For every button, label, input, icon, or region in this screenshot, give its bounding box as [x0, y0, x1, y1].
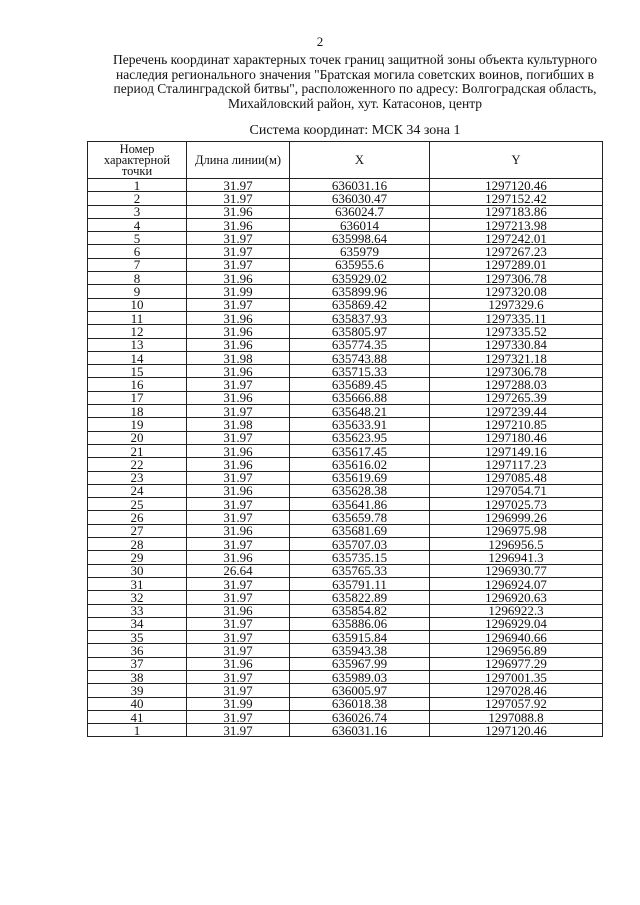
cell-line-length: 31.96 [187, 444, 290, 457]
cell-y: 1297306.78 [430, 272, 603, 285]
cell-line-length: 31.97 [187, 298, 290, 311]
table-row [88, 218, 603, 231]
table-row [88, 591, 603, 604]
table-row [88, 604, 603, 617]
cell-y: 1296930.77 [430, 564, 603, 577]
cell-x: 635616.02 [290, 458, 430, 471]
cell-line-length: 31.97 [187, 258, 290, 271]
cell-y: 1297025.73 [430, 498, 603, 511]
table-row [88, 511, 603, 524]
cell-line-length: 31.97 [187, 577, 290, 590]
cell-y: 1297152.42 [430, 192, 603, 205]
cell-y: 1296924.07 [430, 577, 603, 590]
cell-y: 1297088.8 [430, 710, 603, 723]
cell-x: 635617.45 [290, 444, 430, 457]
table-row [88, 471, 603, 484]
cell-x: 635967.99 [290, 657, 430, 670]
cell-y: 1297329.6 [430, 298, 603, 311]
cell-point-number: 25 [88, 498, 187, 511]
cell-point-number: 9 [88, 285, 187, 298]
cell-line-length: 31.96 [187, 484, 290, 497]
cell-point-number: 38 [88, 670, 187, 683]
table-row [88, 365, 603, 378]
cell-y: 1297267.23 [430, 245, 603, 258]
cell-line-length: 31.99 [187, 697, 290, 710]
table-row [88, 285, 603, 298]
cell-x: 635837.93 [290, 311, 430, 324]
cell-x: 635659.78 [290, 511, 430, 524]
cell-line-length: 31.97 [187, 245, 290, 258]
cell-y: 1297306.78 [430, 365, 603, 378]
cell-line-length: 31.96 [187, 272, 290, 285]
cell-x: 635854.82 [290, 604, 430, 617]
cell-x: 635822.89 [290, 591, 430, 604]
cell-line-length: 31.96 [187, 524, 290, 537]
table-row [88, 498, 603, 511]
cell-line-length: 31.97 [187, 684, 290, 697]
cell-line-length: 31.97 [187, 710, 290, 723]
cell-y: 1296999.26 [430, 511, 603, 524]
cell-x: 635989.03 [290, 670, 430, 683]
cell-line-length: 31.96 [187, 218, 290, 231]
cell-point-number: 1 [88, 724, 187, 737]
cell-y: 1297180.46 [430, 431, 603, 444]
cell-point-number: 7 [88, 258, 187, 271]
cell-point-number: 12 [88, 325, 187, 338]
table-row [88, 431, 603, 444]
cell-y: 1297120.46 [430, 724, 603, 737]
cell-x: 635791.11 [290, 577, 430, 590]
cell-y: 1297320.08 [430, 285, 603, 298]
cell-y: 1297265.39 [430, 391, 603, 404]
cell-y: 1297335.52 [430, 325, 603, 338]
cell-point-number: 37 [88, 657, 187, 670]
cell-line-length: 31.96 [187, 391, 290, 404]
cell-point-number: 21 [88, 444, 187, 457]
cell-line-length: 31.99 [187, 285, 290, 298]
header-point-number: Номер характерной точки [88, 142, 187, 179]
table-row [88, 657, 603, 670]
cell-point-number: 35 [88, 631, 187, 644]
table-row [88, 458, 603, 471]
cell-x: 635628.38 [290, 484, 430, 497]
document-heading: Перечень координат характерных точек границ защитной зоны объекта культурного наследия регионального значения "Братская могила советских воинов, погибших в период Сталинградской битвы", расположенного по адресу: Волгоградская область, Михайловский район, хут. Катасонов, центр [113, 52, 597, 111]
cell-point-number: 3 [88, 205, 187, 218]
cell-point-number: 13 [88, 338, 187, 351]
cell-point-number: 22 [88, 458, 187, 471]
cell-x: 636030.47 [290, 192, 430, 205]
table-row [88, 272, 603, 285]
cell-point-number: 17 [88, 391, 187, 404]
cell-y: 1297288.03 [430, 378, 603, 391]
cell-x: 635869.42 [290, 298, 430, 311]
cell-line-length: 31.96 [187, 458, 290, 471]
table-row [88, 258, 603, 271]
header-y: Y [430, 142, 603, 179]
table-row [88, 697, 603, 710]
table-row [88, 311, 603, 324]
cell-line-length: 31.97 [187, 644, 290, 657]
cell-point-number: 41 [88, 710, 187, 723]
cell-y: 1297057.92 [430, 697, 603, 710]
cell-point-number: 8 [88, 272, 187, 285]
cell-point-number: 19 [88, 418, 187, 431]
table-row [88, 378, 603, 391]
table-row [88, 391, 603, 404]
cell-y: 1296977.29 [430, 657, 603, 670]
cell-x: 635707.03 [290, 538, 430, 551]
cell-x: 635743.88 [290, 351, 430, 364]
cell-x: 635899.96 [290, 285, 430, 298]
cell-y: 1297330.84 [430, 338, 603, 351]
cell-x: 635886.06 [290, 617, 430, 630]
table-row [88, 631, 603, 644]
cell-point-number: 11 [88, 311, 187, 324]
cell-y: 1297149.16 [430, 444, 603, 457]
cell-y: 1297028.46 [430, 684, 603, 697]
cell-point-number: 32 [88, 591, 187, 604]
table-row [88, 351, 603, 364]
cell-y: 1296922.3 [430, 604, 603, 617]
table-row [88, 577, 603, 590]
cell-y: 1297242.01 [430, 232, 603, 245]
cell-x: 636014 [290, 218, 430, 231]
table-row [88, 418, 603, 431]
cell-y: 1297289.01 [430, 258, 603, 271]
table-row [88, 644, 603, 657]
cell-point-number: 10 [88, 298, 187, 311]
cell-y: 1296929.04 [430, 617, 603, 630]
table-row [88, 524, 603, 537]
page-number: 2 [316, 34, 324, 49]
cell-y: 1297335.11 [430, 311, 603, 324]
cell-point-number: 2 [88, 192, 187, 205]
cell-point-number: 24 [88, 484, 187, 497]
cell-x: 636024.7 [290, 205, 430, 218]
table-row [88, 192, 603, 205]
coordinate-system-caption: Система координат: МСК 34 зона 1 [249, 123, 461, 138]
cell-x: 635805.97 [290, 325, 430, 338]
cell-point-number: 1 [88, 179, 187, 192]
table-row [88, 684, 603, 697]
cell-line-length: 31.97 [187, 498, 290, 511]
cell-y: 1297120.46 [430, 179, 603, 192]
cell-x: 636031.16 [290, 179, 430, 192]
table-row [88, 538, 603, 551]
cell-point-number: 14 [88, 351, 187, 364]
cell-y: 1297321.18 [430, 351, 603, 364]
cell-y: 1296941.3 [430, 551, 603, 564]
cell-line-length: 31.96 [187, 325, 290, 338]
table-row [88, 338, 603, 351]
cell-point-number: 6 [88, 245, 187, 258]
cell-line-length: 31.97 [187, 378, 290, 391]
cell-line-length: 31.97 [187, 431, 290, 444]
cell-line-length: 31.98 [187, 351, 290, 364]
cell-line-length: 31.97 [187, 471, 290, 484]
table-header-row [88, 142, 603, 179]
table-row [88, 484, 603, 497]
cell-point-number: 26 [88, 511, 187, 524]
cell-x: 635735.15 [290, 551, 430, 564]
cell-y: 1296956.5 [430, 538, 603, 551]
cell-x: 635774.35 [290, 338, 430, 351]
cell-x: 635715.33 [290, 365, 430, 378]
cell-line-length: 31.97 [187, 192, 290, 205]
cell-point-number: 39 [88, 684, 187, 697]
table-row [88, 179, 603, 192]
cell-line-length: 31.96 [187, 338, 290, 351]
cell-point-number: 18 [88, 405, 187, 418]
cell-point-number: 30 [88, 564, 187, 577]
table-row [88, 298, 603, 311]
cell-y: 1296975.98 [430, 524, 603, 537]
cell-line-length: 31.97 [187, 670, 290, 683]
cell-point-number: 23 [88, 471, 187, 484]
cell-line-length: 31.97 [187, 591, 290, 604]
cell-x: 635623.95 [290, 431, 430, 444]
table-row [88, 710, 603, 723]
cell-point-number: 29 [88, 551, 187, 564]
cell-x: 635641.86 [290, 498, 430, 511]
cell-line-length: 31.96 [187, 365, 290, 378]
cell-point-number: 16 [88, 378, 187, 391]
cell-y: 1297213.98 [430, 218, 603, 231]
header-line-length: Длина линии(м) [187, 142, 290, 179]
cell-x: 635619.69 [290, 471, 430, 484]
table-row [88, 405, 603, 418]
cell-x: 635633.91 [290, 418, 430, 431]
cell-line-length: 31.97 [187, 179, 290, 192]
cell-y: 1296920.63 [430, 591, 603, 604]
cell-y: 1297210.85 [430, 418, 603, 431]
cell-y: 1297183.86 [430, 205, 603, 218]
cell-point-number: 27 [88, 524, 187, 537]
cell-line-length: 31.97 [187, 405, 290, 418]
cell-line-length: 31.96 [187, 657, 290, 670]
cell-line-length: 31.98 [187, 418, 290, 431]
cell-line-length: 31.97 [187, 724, 290, 737]
cell-y: 1297085.48 [430, 471, 603, 484]
cell-point-number: 36 [88, 644, 187, 657]
cell-x: 635915.84 [290, 631, 430, 644]
cell-x: 635689.45 [290, 378, 430, 391]
cell-line-length: 26.64 [187, 564, 290, 577]
cell-point-number: 28 [88, 538, 187, 551]
cell-line-length: 31.96 [187, 311, 290, 324]
table-row [88, 205, 603, 218]
cell-line-length: 31.96 [187, 604, 290, 617]
cell-point-number: 34 [88, 617, 187, 630]
cell-x: 635681.69 [290, 524, 430, 537]
cell-x: 635998.64 [290, 232, 430, 245]
table-row [88, 245, 603, 258]
cell-x: 635666.88 [290, 391, 430, 404]
cell-y: 1296956.89 [430, 644, 603, 657]
cell-line-length: 31.97 [187, 631, 290, 644]
cell-line-length: 31.97 [187, 617, 290, 630]
cell-y: 1297001.35 [430, 670, 603, 683]
cell-line-length: 31.96 [187, 551, 290, 564]
table-body [88, 179, 603, 737]
table-row [88, 551, 603, 564]
table-row [88, 444, 603, 457]
table-row [88, 670, 603, 683]
table-row [88, 564, 603, 577]
coordinates-table [87, 141, 603, 737]
cell-point-number: 33 [88, 604, 187, 617]
cell-x: 635955.6 [290, 258, 430, 271]
table-row [88, 617, 603, 630]
cell-x: 636031.16 [290, 724, 430, 737]
cell-x: 635979 [290, 245, 430, 258]
cell-point-number: 15 [88, 365, 187, 378]
table-row [88, 724, 603, 737]
cell-x: 635648.21 [290, 405, 430, 418]
cell-x: 636026.74 [290, 710, 430, 723]
cell-line-length: 31.96 [187, 205, 290, 218]
cell-line-length: 31.97 [187, 232, 290, 245]
cell-x: 636018.38 [290, 697, 430, 710]
cell-y: 1297239.44 [430, 405, 603, 418]
cell-x: 635929.02 [290, 272, 430, 285]
cell-y: 1297117.23 [430, 458, 603, 471]
header-x: X [290, 142, 430, 179]
table-row [88, 325, 603, 338]
cell-point-number: 31 [88, 577, 187, 590]
cell-y: 1297054.71 [430, 484, 603, 497]
cell-point-number: 40 [88, 697, 187, 710]
cell-point-number: 5 [88, 232, 187, 245]
cell-point-number: 20 [88, 431, 187, 444]
table-row [88, 232, 603, 245]
cell-point-number: 4 [88, 218, 187, 231]
cell-x: 636005.97 [290, 684, 430, 697]
cell-line-length: 31.97 [187, 511, 290, 524]
cell-x: 635943.38 [290, 644, 430, 657]
cell-y: 1296940.66 [430, 631, 603, 644]
cell-line-length: 31.97 [187, 538, 290, 551]
cell-x: 635765.33 [290, 564, 430, 577]
